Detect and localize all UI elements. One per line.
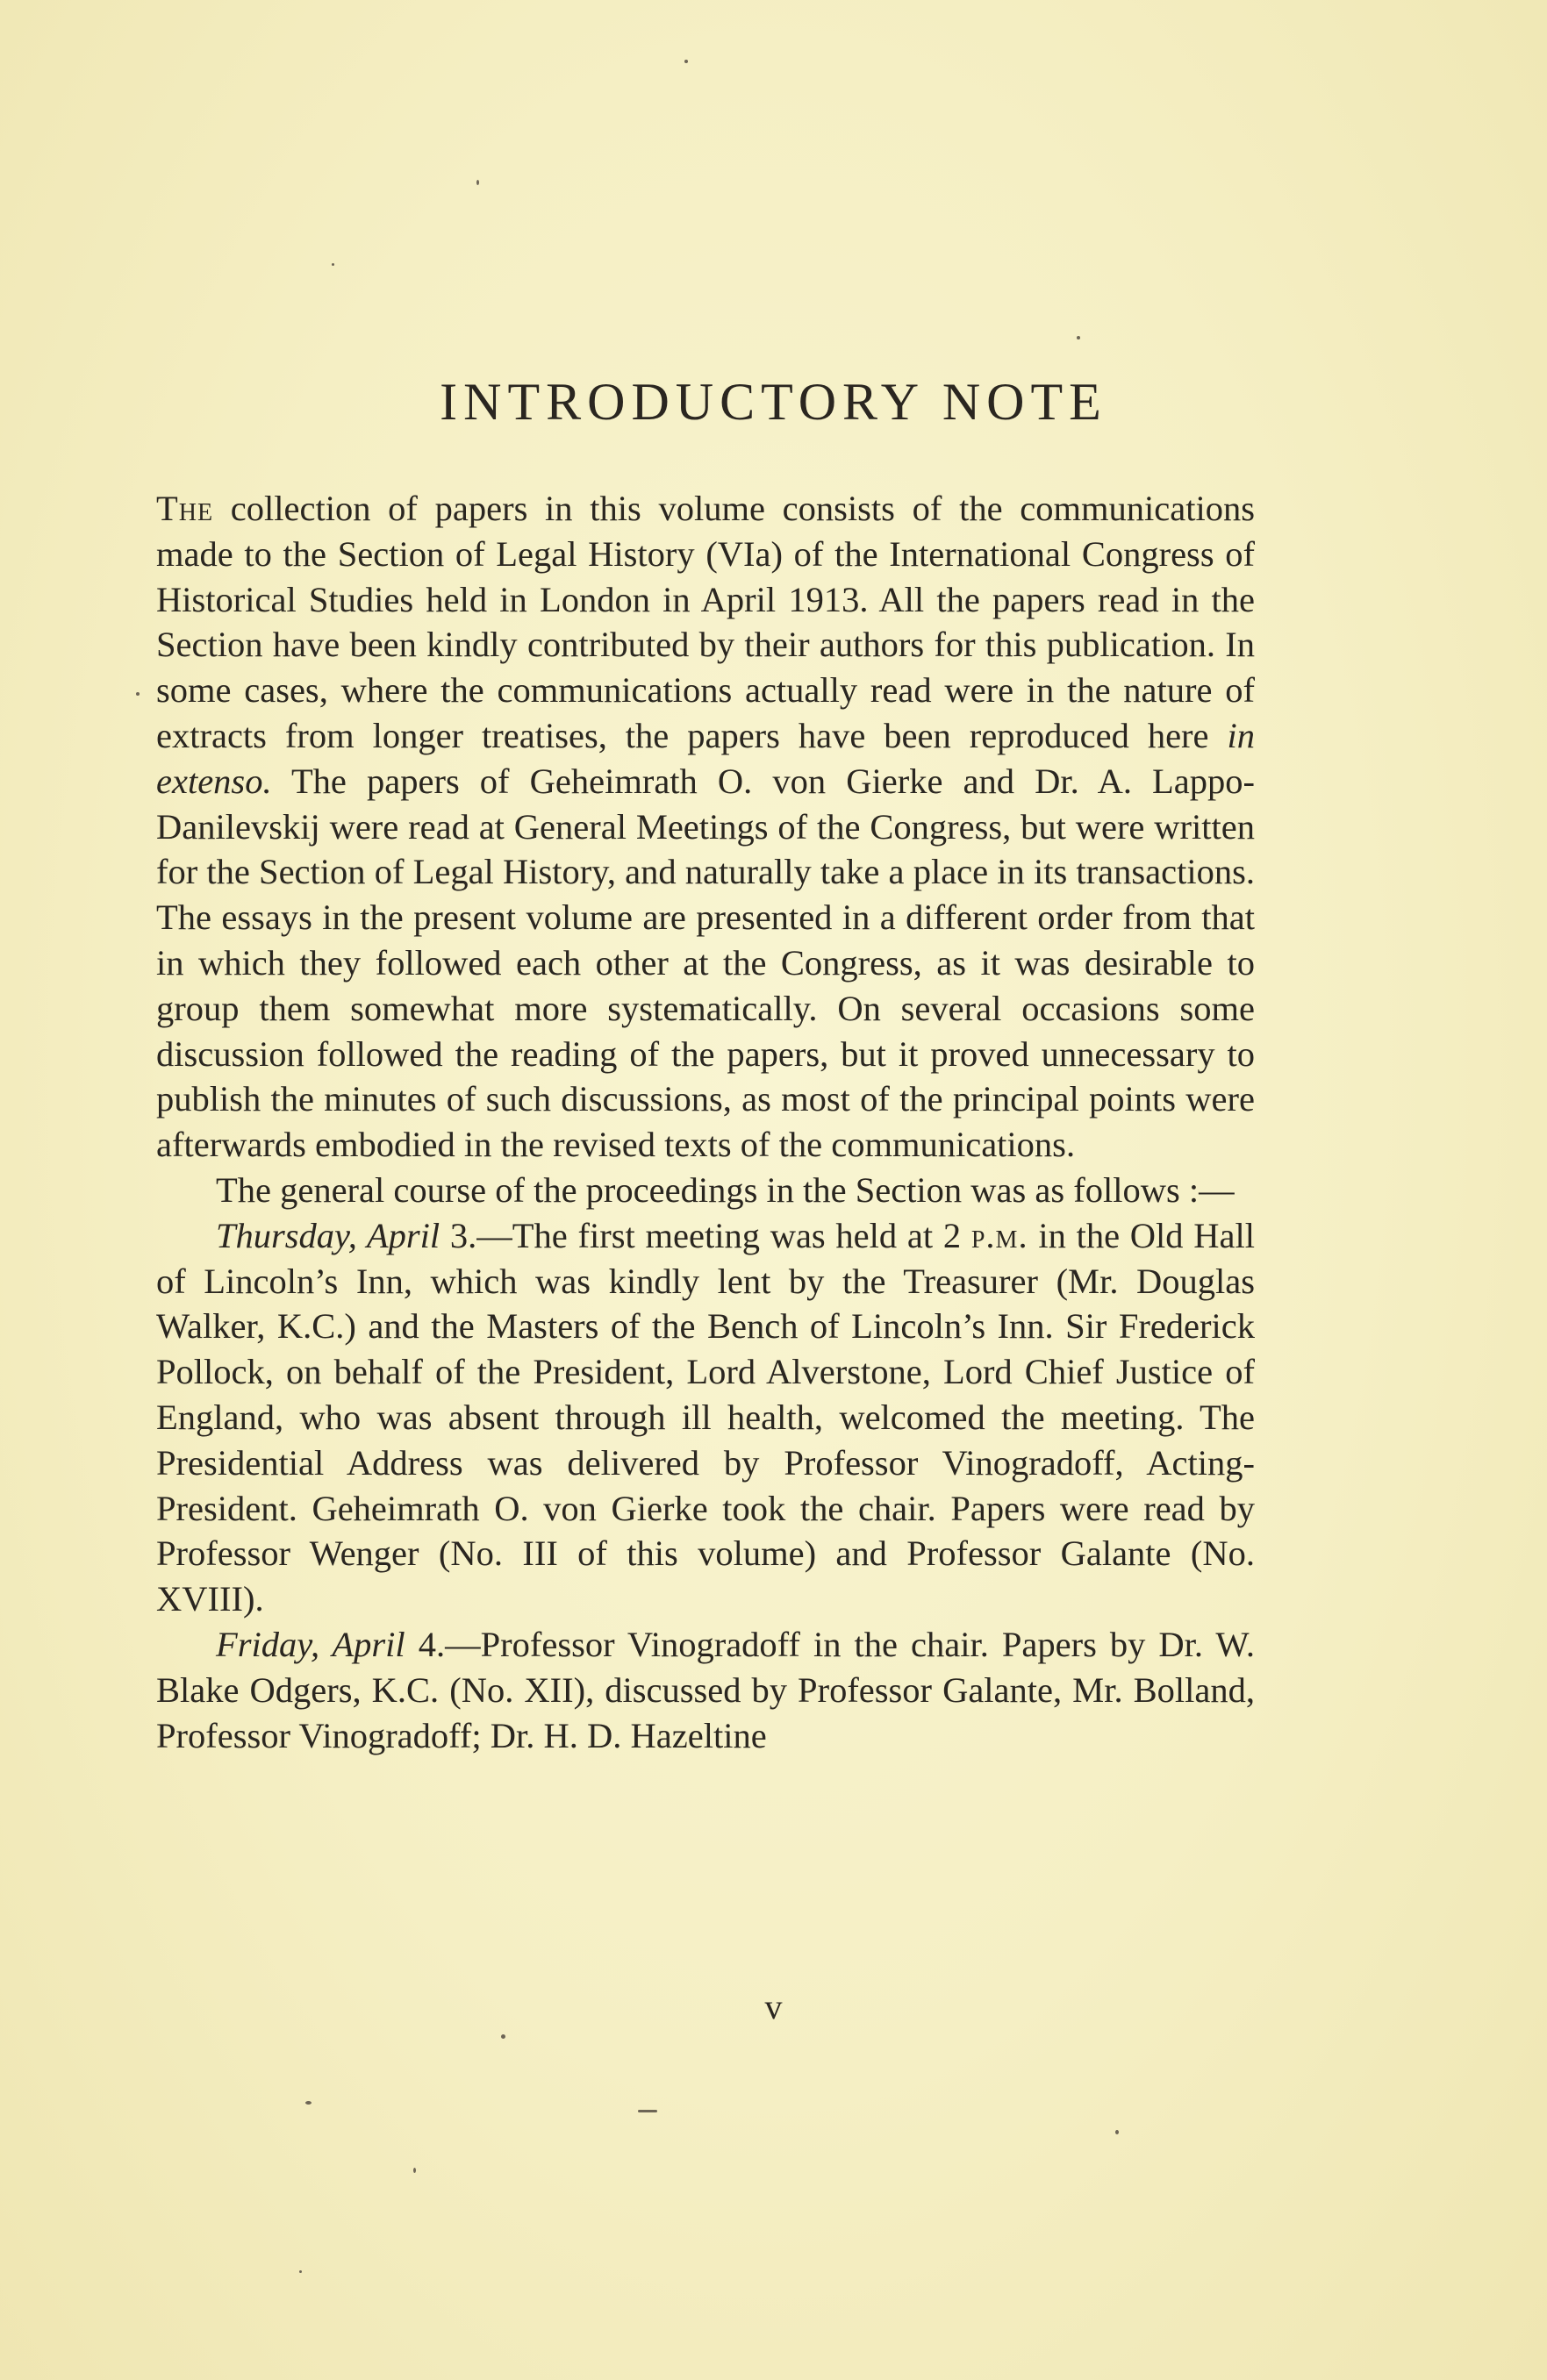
paragraph-intro [156,486,1255,1168]
scan-speck [1077,336,1080,339]
italic-phrase: in extenso. [156,715,1255,801]
lead-word: The [156,489,214,528]
scan-speck [413,2168,416,2173]
time-label: p.m. [970,1215,1028,1255]
page-number: v [764,1987,783,2026]
scan-speck [332,263,334,266]
scan-speck [684,60,688,63]
paragraph-text: 3.—The first meeting was held at 2 [440,1215,971,1255]
scan-speck [136,692,140,696]
paragraph-thursday [156,1213,1255,1622]
scan-speck [501,2034,505,2039]
body-text [156,486,1255,1758]
paragraph-text-continued: in the Old Hall of Lincoln’s Inn, which was kindly lent by the Treasurer (Mr. Douglas Walker, K.C.) and the Masters of the Bench of Lincoln’s Inn. Sir Frederick Pollock, on behalf of the President, Lord Alverstone, Lord Chief Justice of England, who was absent through ill health, welcomed the meeting. The Presidential Address was delivered by Professor Vinogradoff, Acting-President. Geheimrath O. von Gierke took the chair. Papers were read by Professor Wenger (No. III of this volume) and Professor Galante (No. XVIII). [156,1215,1256,1619]
scan-speck [305,2101,312,2105]
scan-speck [1115,2130,1119,2134]
paragraph-text: 4.—Professor Vinogradoff in the chair. Papers by Dr. W. Blake Odgers, K.C. (No. XII), discussed by Professor Galante, Mr. Bolland, Professor Vinogradoff; Dr. H. D. Hazeltine [156,1624,1255,1755]
day-heading: Thursday, April [216,1215,440,1255]
scan-speck [299,2270,302,2273]
day-heading: Friday, April [216,1624,405,1664]
scan-speck [638,2110,657,2112]
paragraph-friday [156,1622,1255,1758]
paragraph-text-continued: The papers of Geheimrath O. von Gierke and Dr. A. Lappo-Danilevskij were read at General Meetings of the Congress, but were written for the Section of Legal History, and naturally take a place in its transactions. The essays in the present volume are presented in a different order from that in which they followed each other at the Congress, as it was desirable to group them somewhat more systematically. On several occasions some discussion followed the reading of the papers, but it proved unnecessary to publish the minutes of such discussions, as most of the principal points were afterwards embodied in the revised texts of the communications. [156,761,1255,1165]
scan-speck [476,180,479,185]
paragraph-text: collection of papers in this volume consists of the communications made to the Section of Legal History (VIa) of the International Congress of Historical Studies held in London in April 1913. All the papers read in the Section have been kindly contributed by their authors for this publication. In some cases, where the communications actually read were in the nature of extracts from longer treatises, the papers have been reproduced here [156,489,1255,755]
paragraph-text: The general course of the proceedings in the Section was as follows :— [216,1169,1235,1210]
paragraph-proceedings [156,1168,1255,1213]
page-title: INTRODUCTORY NOTE [440,373,1107,431]
